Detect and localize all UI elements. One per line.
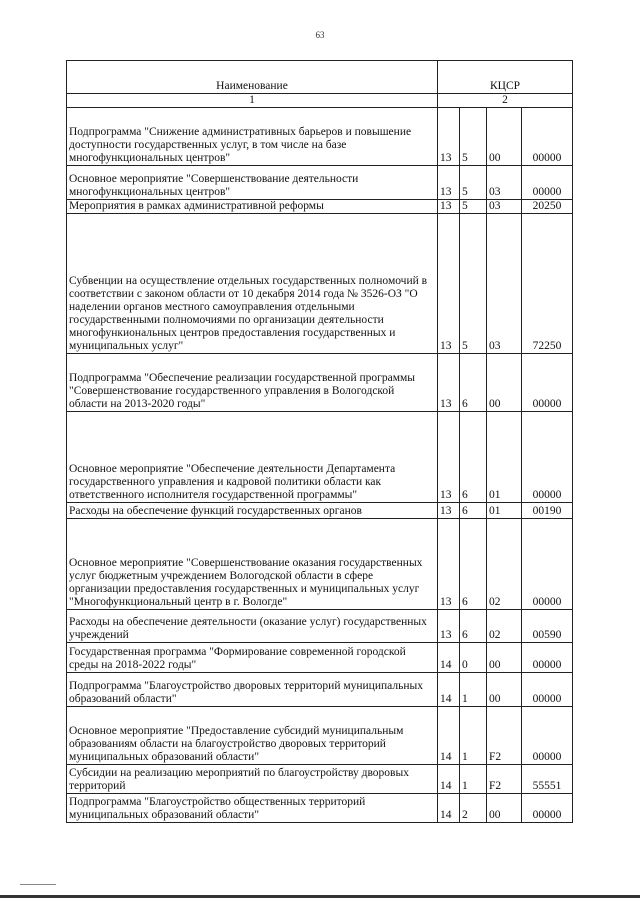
row-name: Расходы на обеспечение функций государственных органов <box>67 503 438 519</box>
code-activity: 00 <box>487 108 522 166</box>
row-name: Субвенции на осуществление отдельных государственных полномочий в соответствии с законом области от 10 декабря 2014 года № 3526-ОЗ "О наделении органов местного самоуправления отдельными государственными полномочиями по организации деятельности многофункиональных центров предоставления государственных и муниципальных услуг" <box>67 214 438 354</box>
table-header-row <box>67 61 573 94</box>
table-row <box>67 643 573 673</box>
code-subprogram: 2 <box>460 794 487 823</box>
column-number-2: 2 <box>438 94 573 108</box>
code-activity: F2 <box>487 707 522 765</box>
code-activity: 00 <box>487 794 522 823</box>
code-direction: 00000 <box>522 643 573 673</box>
code-section: 14 <box>438 765 460 794</box>
row-name: Подпрограмма "Обеспечение реализации государственной программы "Совершенствование государственного управления в Вологодской области на 2013-2020 годы" <box>67 354 438 412</box>
table-row <box>67 610 573 643</box>
table-row <box>67 354 573 412</box>
code-section: 14 <box>438 707 460 765</box>
row-name: Основное мероприятие "Совершенствование деятельности многофункциональных центров" <box>67 166 438 200</box>
code-direction: 00000 <box>522 166 573 200</box>
table-row <box>67 673 573 707</box>
row-name: Субсидии на реализацию мероприятий по благоустройству дворовых территорий <box>67 765 438 794</box>
code-section: 13 <box>438 166 460 200</box>
code-section: 14 <box>438 673 460 707</box>
table-row <box>67 519 573 610</box>
budget-table <box>66 60 573 823</box>
column-number-row <box>67 94 573 108</box>
code-section: 13 <box>438 108 460 166</box>
code-direction: 00000 <box>522 354 573 412</box>
code-subprogram: 1 <box>460 765 487 794</box>
code-direction: 00000 <box>522 412 573 503</box>
code-activity: 01 <box>487 503 522 519</box>
code-direction: 55551 <box>522 765 573 794</box>
code-section: 13 <box>438 412 460 503</box>
code-direction: 72250 <box>522 214 573 354</box>
code-section: 13 <box>438 354 460 412</box>
code-activity: 01 <box>487 412 522 503</box>
code-activity: 00 <box>487 354 522 412</box>
code-direction: 00190 <box>522 503 573 519</box>
code-activity: F2 <box>487 765 522 794</box>
row-name: Мероприятия в рамках административной реформы <box>67 200 438 214</box>
code-activity: 03 <box>487 166 522 200</box>
row-name: Подпрограмма "Благоустройство общественных территорий муниципальных образований области" <box>67 794 438 823</box>
table-row <box>67 794 573 823</box>
code-subprogram: 5 <box>460 108 487 166</box>
code-subprogram: 6 <box>460 412 487 503</box>
code-section: 13 <box>438 503 460 519</box>
code-section: 13 <box>438 214 460 354</box>
code-activity: 00 <box>487 643 522 673</box>
code-subprogram: 1 <box>460 673 487 707</box>
table-row <box>67 214 573 354</box>
row-name: Подпрограмма "Снижение административных барьеров и повышение доступности государственных услуг, в том числе на базе многофункциональных центров" <box>67 108 438 166</box>
code-subprogram: 6 <box>460 503 487 519</box>
table-row <box>67 108 573 166</box>
code-section: 13 <box>438 519 460 610</box>
row-name: Подпрограмма "Благоустройство дворовых территорий муниципальных образований области" <box>67 673 438 707</box>
table-row <box>67 707 573 765</box>
header-name: Наименование <box>67 61 438 94</box>
code-activity: 03 <box>487 214 522 354</box>
code-activity: 02 <box>487 610 522 643</box>
code-activity: 03 <box>487 200 522 214</box>
code-section: 13 <box>438 610 460 643</box>
row-name: Основное мероприятие "Предоставление субсидий муниципальным образованиям области на благоустройство дворовых территорий муниципальных образований области" <box>67 707 438 765</box>
code-direction: 20250 <box>522 200 573 214</box>
code-section: 13 <box>438 200 460 214</box>
table-row <box>67 166 573 200</box>
code-section: 14 <box>438 794 460 823</box>
code-subprogram: 0 <box>460 643 487 673</box>
code-direction: 00000 <box>522 673 573 707</box>
code-direction: 00000 <box>522 519 573 610</box>
table-row <box>67 200 573 214</box>
row-name: Государственная программа "Формирование современной городской среды на 2018-2022 годы" <box>67 643 438 673</box>
column-number-1: 1 <box>67 94 438 108</box>
code-subprogram: 1 <box>460 707 487 765</box>
row-name: Основное мероприятие "Совершенствование оказания государственных услуг бюджетным учреждением Вологодской области в сфере организации предоставления государственных и муниципальных услуг "Многофункциональный центр в г. Вологде" <box>67 519 438 610</box>
code-direction: 00000 <box>522 707 573 765</box>
code-activity: 02 <box>487 519 522 610</box>
page-number: 63 <box>315 30 325 40</box>
table-row <box>67 503 573 519</box>
code-direction: 00000 <box>522 108 573 166</box>
code-subprogram: 6 <box>460 519 487 610</box>
row-name: Расходы на обеспечение деятельности (оказание услуг) государственных учреждений <box>67 610 438 643</box>
code-subprogram: 6 <box>460 354 487 412</box>
code-subprogram: 5 <box>460 166 487 200</box>
scan-mark <box>20 884 56 885</box>
table-row <box>67 412 573 503</box>
bottom-scan-edge <box>0 895 640 898</box>
code-activity: 00 <box>487 673 522 707</box>
code-direction: 00000 <box>522 794 573 823</box>
code-subprogram: 5 <box>460 214 487 354</box>
header-code: КЦСР <box>438 61 573 94</box>
row-name: Основное мероприятие "Обеспечение деятельности Департамента государственного управления и кадровой политики области как ответственного исполнителя государственной программы" <box>67 412 438 503</box>
table-row <box>67 765 573 794</box>
code-direction: 00590 <box>522 610 573 643</box>
code-subprogram: 5 <box>460 200 487 214</box>
code-subprogram: 6 <box>460 610 487 643</box>
code-section: 14 <box>438 643 460 673</box>
